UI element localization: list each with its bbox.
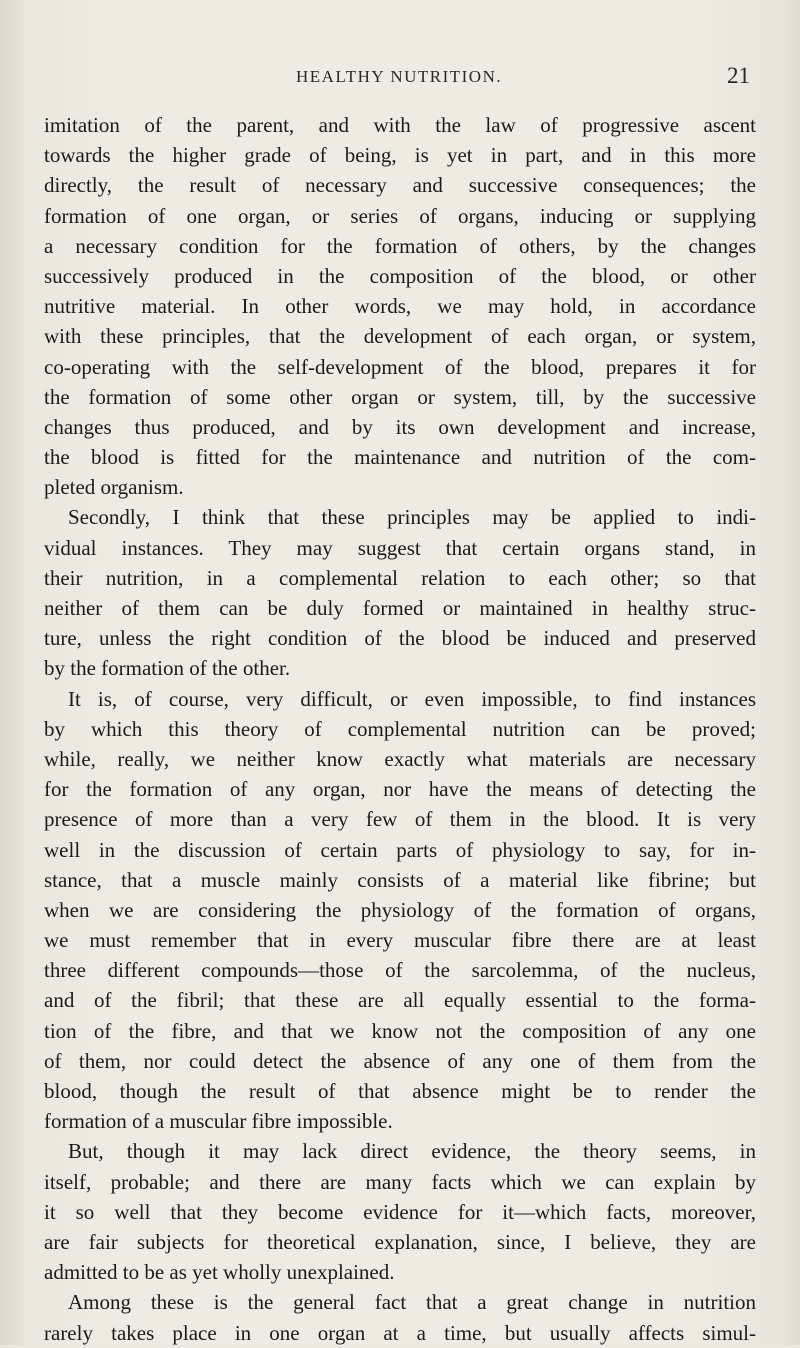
text-line: the formation of some other organ or system, till, by the successive — [44, 384, 756, 409]
text-line: nutritive material. In other words, we may hold, in accordance — [44, 294, 756, 319]
text-line: stance, that a muscle mainly consists of a material like fibrine; but — [44, 867, 756, 892]
text-line: Secondly, I think that these principles may be applied to indi- — [68, 505, 756, 530]
text-line: and of the fibril; that these are all equally essential to the forma- — [44, 988, 756, 1013]
text-line: a necessary condition for the formation of others, by the changes — [44, 233, 756, 258]
text-line: blood, though the result of that absence might be to render the — [44, 1079, 756, 1103]
text-line: by which this theory of complemental nutrition can be proved; — [44, 716, 756, 741]
text-line: admitted to be as yet wholly unexplained. — [44, 1260, 395, 1285]
text-line: vidual instances. They may suggest that certain organs stand, in — [44, 535, 756, 560]
text-line: successively produced in the composition of the blood, or other — [44, 263, 756, 288]
text-line: changes thus produced, and by its own development and increase, — [44, 414, 756, 439]
text-line: the blood is fitted for the maintenance and nutrition of the com- — [44, 445, 756, 470]
text-line: formation of a muscular fibre impossible. — [44, 1109, 393, 1134]
text-line: with these principles, that the development of each organ, or system, — [44, 324, 756, 349]
text-line: directly, the result of necessary and successive consequences; the — [44, 173, 756, 198]
text-line: for the formation of any organ, nor have the means of detecting the — [44, 777, 756, 802]
text-line: imitation of the parent, and with the law of progressive ascent — [44, 113, 756, 137]
text-line: itself, probable; and there are many facts which we can explain by — [44, 1169, 756, 1194]
text-line: But, though it may lack direct evidence, the theory seems, in — [68, 1139, 756, 1164]
text-line: It is, of course, very difficult, or even impossible, to find instances — [68, 686, 756, 711]
text-line: tion of the fibre, and that we know not the composition of any one — [44, 1018, 756, 1043]
page-number: 21 — [727, 63, 750, 88]
text-line: while, really, we neither know exactly what materials are necessary — [44, 746, 756, 771]
text-line: neither of them can be duly formed or maintained in healthy struc- — [44, 596, 756, 620]
running-head — [0, 63, 800, 93]
text-line: towards the higher grade of being, is yet in part, and in this more — [44, 143, 756, 168]
text-line: rarely takes place in one organ at a time, but usually affects simul- — [44, 1320, 756, 1345]
text-line: are fair subjects for theoretical explanation, since, I believe, they are — [44, 1229, 756, 1254]
text-line: it so well that they become evidence for it—which facts, moreover, — [44, 1199, 756, 1224]
text-line: Among these is the general fact that a great change in nutrition — [68, 1290, 756, 1315]
body-text — [44, 110, 756, 1348]
running-title: HEALTHY NUTRITION. — [296, 67, 503, 86]
text-line: when we are considering the physiology of the formation of organs, — [44, 897, 756, 922]
text-line: ture, unless the right condition of the blood be induced and preserved — [44, 626, 756, 651]
text-line: pleted organism. — [44, 475, 184, 500]
text-line: presence of more than a very few of them in the blood. It is very — [44, 807, 756, 832]
text-line: formation of one organ, or series of organs, inducing or supplying — [44, 203, 756, 228]
text-line: of them, nor could detect the absence of any one of them from the — [44, 1048, 756, 1073]
text-line: by the formation of the other. — [44, 656, 291, 681]
text-line: we must remember that in every muscular fibre there are at least — [44, 928, 756, 953]
text-line: well in the discussion of certain parts of physiology to say, for in- — [44, 837, 756, 862]
text-line: their nutrition, in a complemental relation to each other; so that — [44, 565, 756, 590]
text-line: three different compounds—those of the sarcolemma, of the nucleus, — [44, 958, 756, 983]
text-line: co-operating with the self-development of the blood, prepares it for — [44, 354, 756, 379]
